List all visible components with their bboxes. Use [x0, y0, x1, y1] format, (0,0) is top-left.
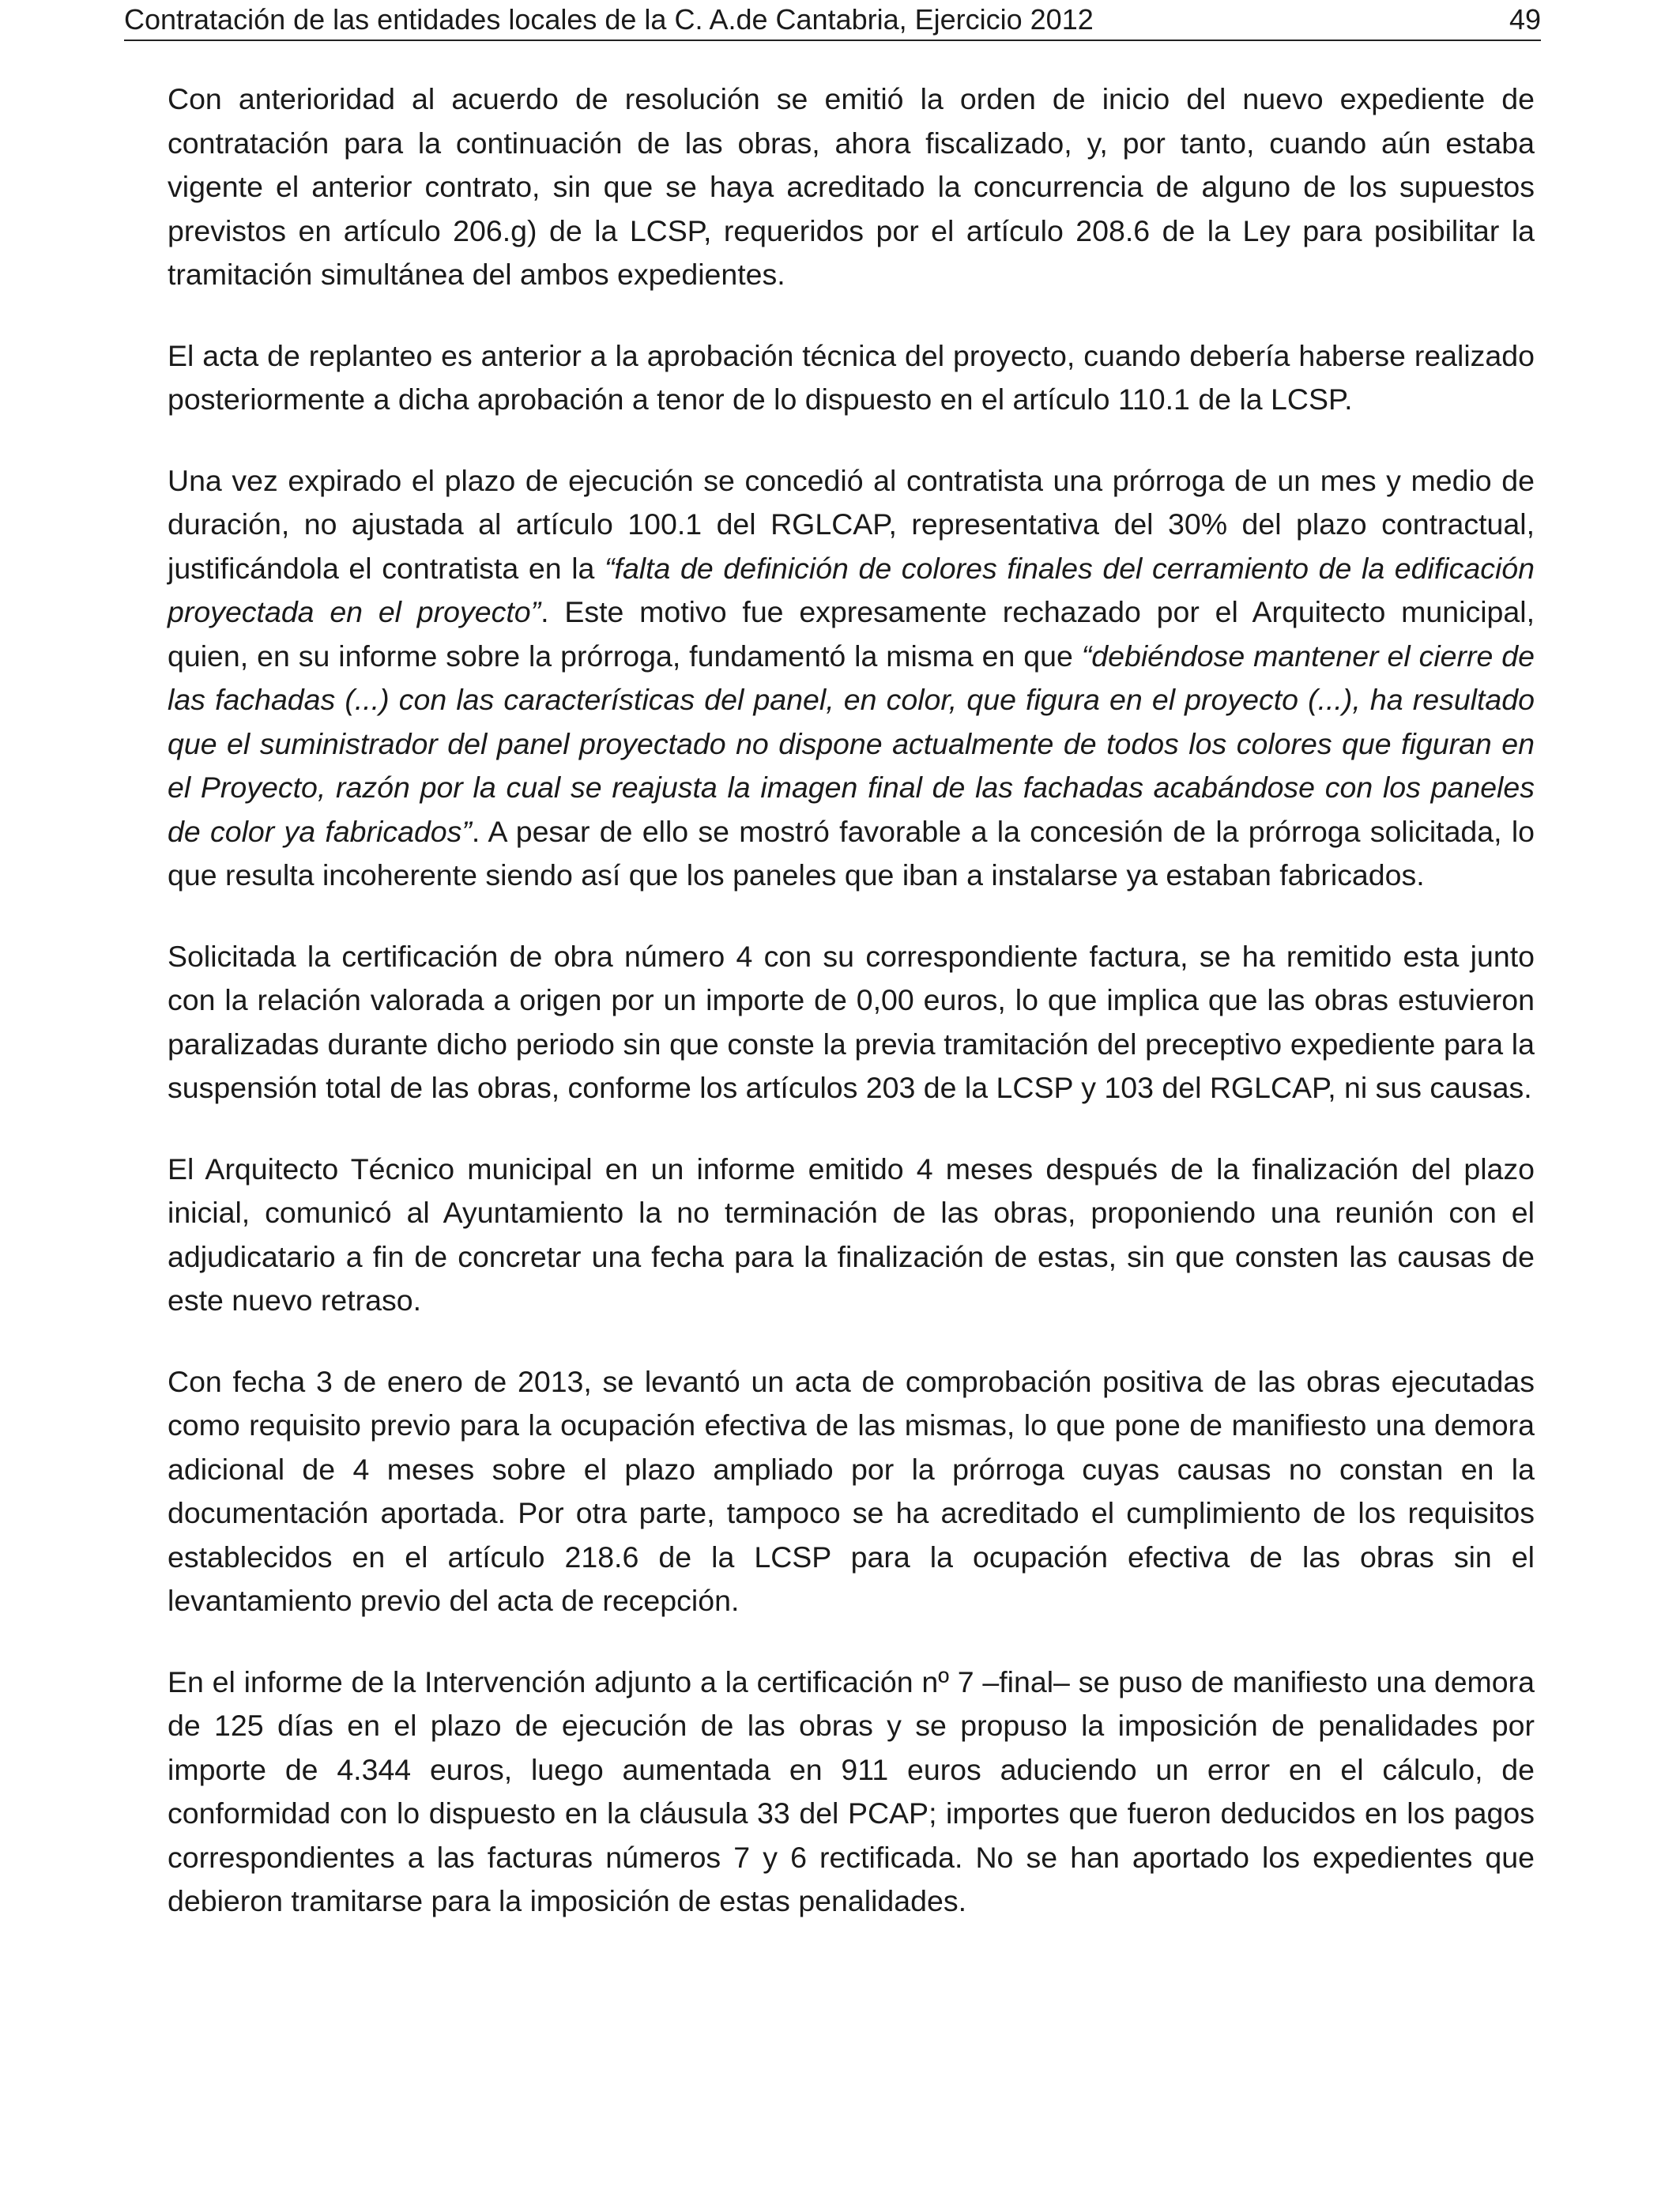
paragraph-7: En el informe de la Intervención adjunto a la certificación nº 7 –final– se puso de manifiesto una demora de 125 días en el plazo de ejecución de las obras y se propuso la imposición de penalidades por importe de 4.344 euros, luego aumentada en 911 euros aduciendo un error en el cálculo, de conformidad con lo dispuesto en la cláusula 33 del PCAP; importes que fueron deducidos en los pagos correspondientes a las facturas números 7 y 6 rectificada. No se han aportado los expedientes que debieron tramitarse para la imposición de estas penalidades.: [168, 1664, 1535, 1917]
document-body: [168, 77, 1535, 1961]
paragraph-3-quote-b: “debiéndose mantener el cierre de las fachadas (...) con las características del panel, en color, que figura en el proyecto (...), ha resultado que el suministrador del panel proyectado no dispone actualmente de todos los colores que figuran en el Proyecto, razón por la cual se reajusta la imagen final de las fachadas acabándose con los paneles de color ya fabricados”: [168, 639, 1535, 848]
paragraph-3: [168, 459, 1535, 898]
paragraph-3-text-a: Una vez expirado el plazo de ejecución se concedió al contratista una prórroga de un mes y medio de duración, no ajustada al artículo 100.1 del RGLCAP, representativa del 30% del plazo contractual, justificándola el contratista en la: [168, 463, 1535, 585]
paragraph-3-text-b: . Este motivo fue expresamente rechazado por el Arquitecto municipal, quien, en su informe sobre la prórroga, fundamentó la misma en que: [168, 595, 1535, 673]
paragraph-2: El acta de replanteo es anterior a la aprobación técnica del proyecto, cuando debería haberse realizado posteriormente a dicha aprobación a tenor de lo dispuesto en el artículo 110.1 de la LCSP.: [168, 338, 1535, 416]
paragraph-5: El Arquitecto Técnico municipal en un informe emitido 4 meses después de la finalización del plazo inicial, comunicó al Ayuntamiento la no terminación de las obras, proponiendo una reunión con el adjudicatario a fin de concretar una fecha para la finalización de estas, sin que consten las causas de este nuevo retraso.: [168, 1152, 1535, 1317]
paragraph-4: Solicitada la certificación de obra número 4 con su correspondiente factura, se ha remitido esta junto con la relación valorada a origen por un importe de 0,00 euros, lo que implica que las obras estuvieron paralizadas durante dicho periodo sin que conste la previa tramitación del preceptivo expediente para la suspensión total de las obras, conforme los artículos 203 de la LCSP y 103 del RGLCAP, ni sus causas.: [168, 939, 1535, 1104]
page-number: 49: [1509, 3, 1541, 36]
paragraph-6: Con fecha 3 de enero de 2013, se levantó un acta de comprobación positiva de las obras ejecutadas como requisito previo para la ocupación efectiva de las mismas, lo que pone de manifiesto una demora adicional de 4 meses sobre el plazo ampliado por la prórroga cuyas causas no constan en la documentación aportada. Por otra parte, tampoco se ha acreditado el cumplimiento de los requisitos establecidos en el artículo 218.6 de la LCSP para la ocupación efectiva de las obras sin el levantamiento previo del acta de recepción.: [168, 1364, 1535, 1617]
document-title: Contratación de las entidades locales de la C. A.de Cantabria, Ejercicio 2012: [124, 3, 1094, 36]
paragraph-3-quote-a: “falta de definición de colores finales del cerramiento de la edificación proyectada en el proyecto”: [168, 551, 1535, 628]
page-header: [124, 0, 1541, 41]
paragraph-1: Con anterioridad al acuerdo de resolución se emitió la orden de inicio del nuevo expediente de contratación para la continuación de las obras, ahora fiscalizado, y, por tanto, cuando aún estaba vigente el anterior contrato, sin que se haya acreditado la concurrencia de alguno de los supuestos previstos en artículo 206.g) de la LCSP, requeridos por el artículo 208.6 de la Ley para posibilitar la tramitación simultánea del ambos expedientes.: [168, 82, 1535, 291]
paragraph-3-text-c: . A pesar de ello se mostró favorable a la concesión de la prórroga solicitada, lo que resulta incoherente siendo así que los paneles que iban a instalarse ya estaban fabricados.: [168, 814, 1535, 892]
